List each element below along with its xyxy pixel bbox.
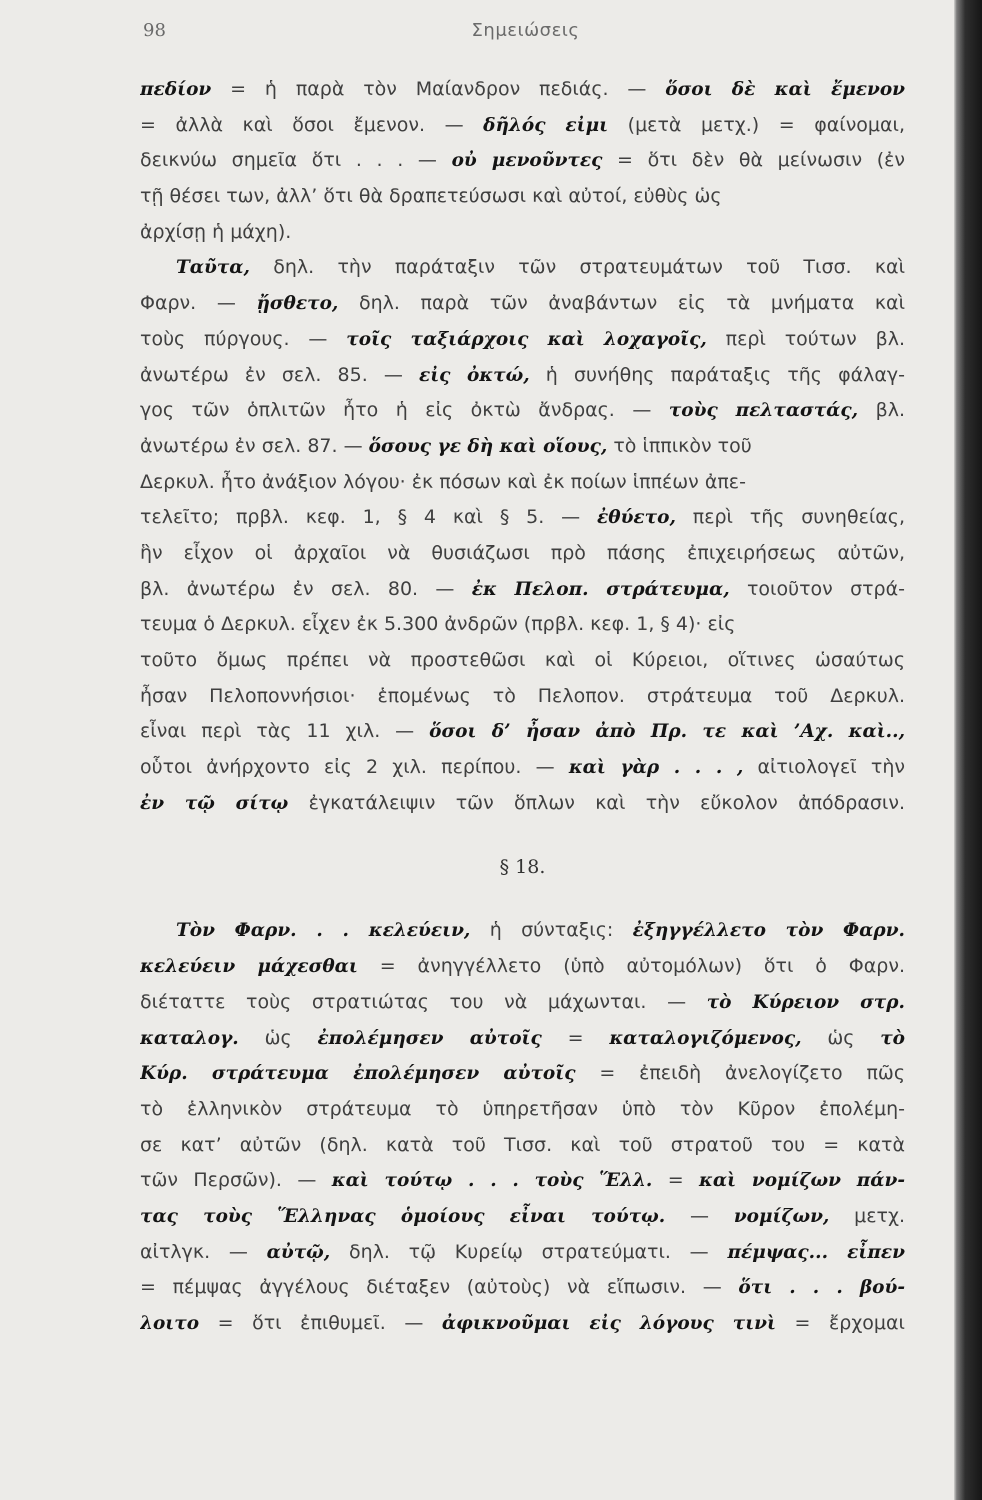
line-content [140, 1163, 905, 1199]
line-content [140, 286, 905, 322]
line-content [140, 607, 735, 643]
text-line [140, 393, 905, 429]
text-line [140, 1235, 905, 1271]
binding-shadow [954, 0, 982, 1500]
text-line [140, 572, 905, 608]
page-header [143, 17, 908, 45]
text-line [140, 215, 905, 251]
lemma-text: ὅσοι δὲ καὶ ἔμενον [665, 79, 905, 100]
line-content [140, 1056, 905, 1092]
lemma-text: δῆλός εἰμι [483, 114, 609, 136]
text-line [140, 286, 905, 322]
gloss-text: τὸ ἱππικὸν τοῦ [607, 434, 752, 457]
text-line [140, 750, 905, 786]
lemma-text: εἰς ὀκτώ, [418, 364, 530, 386]
gloss-text: Φαρν. — [140, 292, 257, 315]
gloss-text: τοιοῦτον στρά- [729, 577, 905, 600]
line-content [140, 1128, 905, 1164]
gloss-text: ἣν εἶχον οἱ ἀρχαῖοι νὰ θυσιάζωσι πρὸ πάσης ἐπιχειρήσεως αὐτῶν, [140, 541, 905, 564]
paragraph [140, 250, 905, 821]
line-content [140, 643, 905, 679]
lemma-text: καὶ γὰρ . . . , [568, 757, 744, 779]
text-line [140, 949, 905, 985]
lemma-text: τὸ Κύρειον στρ. [706, 991, 905, 1013]
text-line [140, 250, 905, 286]
lemma-text: καταλογιζόμενος, [609, 1027, 802, 1049]
lemma-text: καὶ τούτῳ . . . τοὺς Ἕλλ. [331, 1170, 653, 1192]
text-line [140, 536, 905, 572]
gloss-text: = ὅτι ἐπιθυμεῖ. — [199, 1312, 442, 1334]
line-content [140, 572, 905, 608]
gloss-text: περὶ τούτων βλ. [706, 327, 905, 350]
text-line [140, 1306, 905, 1342]
gloss-text: δηλ. τὴν παράταξιν τῶν στρατευμάτων τοῦ Τισσ. καὶ [249, 256, 905, 279]
text-line [140, 1021, 905, 1057]
lemma-text: αὐτῷ, [266, 1241, 331, 1263]
gloss-text: αἰτλγκ. — [140, 1240, 267, 1263]
text-line [140, 786, 905, 822]
lemma-text: ὅτι . . . βού- [738, 1277, 905, 1299]
text-line [140, 643, 905, 679]
lemma-text: ἐκ Πελοπ. στράτευμα, [471, 578, 730, 600]
page-number: 98 [143, 20, 166, 41]
gloss-text: = ὅτι δὲν θὰ μείνωσιν (ἐν [602, 149, 905, 172]
gloss-text: = ἀνηγγέλλετο (ὑπὸ αὐτομόλων) ὅτι ὁ Φαρν. [357, 955, 905, 978]
lemma-text: ἐθύετο, [597, 507, 676, 529]
running-title: Σημειώσεις [471, 20, 580, 41]
gloss-text: — [665, 1204, 734, 1227]
gloss-text: = [652, 1169, 700, 1192]
lemma-text: Ταῦτα, [176, 257, 250, 279]
paragraph [140, 72, 905, 250]
lemma-text: τοὺς πελταστάς, [668, 400, 859, 422]
gloss-text: = ἐπειδὴ ἀνελογίζετο πῶς [575, 1062, 905, 1085]
text-line [140, 108, 905, 144]
lemma-text: καὶ νομίζων πάν- [699, 1170, 905, 1192]
text-line [140, 913, 905, 949]
text-line [140, 179, 905, 215]
lemma-text: ἐν τῷ σίτῳ [140, 792, 289, 814]
lemma-text: ὅσοι δ’ ἦσαν ἀπὸ Πρ. τε καὶ ’Αχ. καὶ.., [429, 721, 905, 743]
lemma-text: οὐ μενοῦντες [451, 150, 603, 172]
gloss-text: ἡ σύνταξις: [470, 919, 633, 942]
text-line [140, 1163, 905, 1199]
text-line [140, 1199, 905, 1235]
line-content [140, 500, 905, 536]
text-line [140, 1056, 905, 1092]
lemma-text: πεδίον [140, 79, 212, 100]
text-line [140, 322, 905, 358]
gloss-text: ἐγκατάλειψιν τῶν ὅπλων καὶ τὴν εὔκολον ἀπόδρασιν. [288, 791, 905, 814]
line-content [140, 143, 905, 179]
text-line [140, 358, 905, 394]
lemma-text: πέμψας... εἶπεν [727, 1241, 905, 1263]
gloss-text: ὡς [238, 1026, 318, 1049]
gloss-text: ὡς [801, 1026, 881, 1049]
text-line [140, 1270, 905, 1306]
lemma-text: νομίζων, [733, 1205, 830, 1227]
line-content [140, 985, 905, 1021]
lemma-text: τοῖς ταξιάρχοις καὶ λοχαγοῖς, [346, 328, 707, 350]
lemma-text: κελεύειν μάχεσθαι [140, 956, 358, 978]
gloss-text: οὗτοι ἀνήρχοντο εἰς 2 χιλ. περίπου. — [140, 756, 569, 779]
gloss-text: ἀρχίσῃ ἡ μάχη). [140, 220, 292, 243]
gloss-text: = ἀλλὰ καὶ ὅσοι ἔμενον. — [140, 113, 484, 136]
line-content [140, 949, 905, 985]
gloss-text: τῇ θέσει των, ἀλλ’ ὅτι θὰ δραπετεύσωσι καὶ αὐτοί, εὐθὺς ὡς [140, 185, 722, 208]
gloss-text: αἰτιολογεῖ τὴν [743, 756, 905, 779]
text-line [140, 72, 905, 108]
gloss-text: τοῦτο ὅμως πρέπει νὰ προστεθῶσι καὶ οἱ Κύρειοι, οἵτινες ὡσαύτως [140, 649, 905, 671]
gloss-text: ἦσαν Πελοποννήσιοι· ἑπομένως τὸ Πελοπον. στράτευμα τοῦ Δερκυλ. [140, 684, 905, 707]
lemma-text: ἐπολέμησεν αὐτοῖς [317, 1027, 542, 1049]
gloss-text: ἀνωτέρω ἐν σελ. 87. — [140, 434, 369, 457]
lemma-text: τας τοὺς Ἕλληνας ὁμοίους εἶναι τούτῳ. [140, 1205, 666, 1227]
text-line [140, 679, 905, 715]
gloss-text: ἀνωτέρω ἐν σελ. 85. — [140, 363, 419, 386]
line-content [140, 1092, 905, 1128]
section-heading: § 18. [499, 856, 546, 879]
line-content [140, 786, 905, 822]
line-content [176, 913, 905, 949]
line-content [140, 465, 746, 501]
gloss-text: τελεῖτο; πρβλ. κεφ. 1, § 4 καὶ § 5. — [140, 506, 597, 529]
lemma-text: ᾔσθετο, [256, 293, 339, 315]
gloss-text: δηλ. τῷ Κυρείῳ στρατεύματι. — [330, 1240, 728, 1263]
line-content [140, 429, 752, 465]
line-content [176, 250, 905, 286]
text-line [140, 1092, 905, 1128]
gloss-text: τευμα ὁ Δερκυλ. εἶχεν ἐκ 5.300 ἀνδρῶν (πρβλ. κεφ. 1, § 4)· εἰς [140, 613, 736, 636]
gloss-text: τοὺς πύργους. — [140, 327, 347, 350]
line-content [140, 1021, 905, 1057]
notes-body [140, 72, 905, 1342]
gloss-text: τῶν Περσῶν). — [140, 1169, 332, 1192]
gloss-text: σε κατ’ αὐτῶν (δηλ. κατὰ τοῦ Τισσ. καὶ τοῦ στρατοῦ του = κατὰ [140, 1133, 905, 1156]
lemma-text: τὸ [880, 1027, 905, 1049]
line-content [140, 215, 291, 251]
gloss-text: γος τῶν ὁπλιτῶν ἦτο ἡ εἰς ὀκτὼ ἄνδρας. — [140, 399, 669, 422]
gloss-text: εἶναι περὶ τὰς 11 χιλ. — [140, 720, 430, 743]
line-content [140, 72, 905, 108]
text-line [140, 985, 905, 1021]
gloss-text: (μετὰ μετχ.) = φαίνομαι, [608, 113, 905, 136]
line-content [140, 750, 905, 786]
gloss-text: βλ. ἀνωτέρω ἐν σελ. 80. — [140, 577, 472, 600]
line-content [140, 108, 905, 144]
line-content [140, 322, 905, 358]
gloss-text: διέταττε τοὺς στρατιώτας του νὰ μάχωνται. — [140, 990, 707, 1013]
text-line [140, 607, 905, 643]
text-line [140, 714, 905, 750]
line-content [140, 1235, 905, 1271]
text-line [140, 500, 905, 536]
gloss-text: βλ. [858, 399, 905, 422]
paragraph [140, 913, 905, 1341]
gloss-text: ἡ συνήθης παράταξις τῆς φάλαγ- [529, 363, 905, 386]
gloss-text: μετχ. [829, 1204, 905, 1227]
lemma-text: ἀφικνοῦμαι εἰς λόγους τινὶ [441, 1313, 776, 1334]
text-line [140, 1128, 905, 1164]
lemma-text: ὅσους γε δὴ καὶ οἵους, [368, 435, 608, 457]
line-content [140, 1199, 905, 1235]
lemma-text: λοιτο [140, 1313, 200, 1334]
lemma-text: Κύρ. στράτευμα ἐπολέμησεν αὐτοῖς [140, 1063, 576, 1085]
lemma-text: καταλογ. [140, 1027, 239, 1049]
text-line [140, 143, 905, 179]
line-content [140, 358, 905, 394]
gloss-text: δεικνύω σημεῖα ὅτι . . . — [140, 149, 452, 172]
line-content [140, 714, 905, 750]
line-content [140, 679, 905, 715]
gloss-text: = [541, 1026, 610, 1049]
gloss-text: = ἔρχομαι [775, 1312, 905, 1334]
gloss-text: τὸ ἑλληνικὸν στράτευμα τὸ ὑπηρετῆσαν ὑπὸ τὸν Κῦρον ἐπολέμη- [140, 1097, 905, 1120]
text-line [140, 429, 905, 465]
gloss-text: = πέμψας ἀγγέλους διέταξεν (αὐτοὺς) νὰ εἴπωσιν. — [140, 1276, 739, 1299]
line-content [140, 179, 722, 215]
line-content [140, 1306, 905, 1342]
line-content [140, 536, 905, 572]
text-line [140, 465, 905, 501]
lemma-text: Τὸν Φαρν. . . κελεύειν, [176, 920, 471, 942]
line-content [140, 1270, 905, 1306]
gloss-text: Δερκυλ. ἦτο ἀνάξιον λόγου· ἐκ πόσων καὶ ἐκ ποίων ἱππέων ἀπε- [140, 470, 746, 493]
lemma-text: ἐξηγγέλλετο τὸν Φαρν. [632, 920, 905, 942]
line-content [140, 393, 905, 429]
gloss-text: περὶ τῆς συνηθείας, [675, 506, 905, 529]
gloss-text: = ἡ παρὰ τὸν Μαίανδρον πεδιάς. — [211, 78, 666, 100]
gloss-text: δηλ. παρὰ τῶν ἀναβάντων εἰς τὰ μνήματα καὶ [338, 292, 905, 315]
